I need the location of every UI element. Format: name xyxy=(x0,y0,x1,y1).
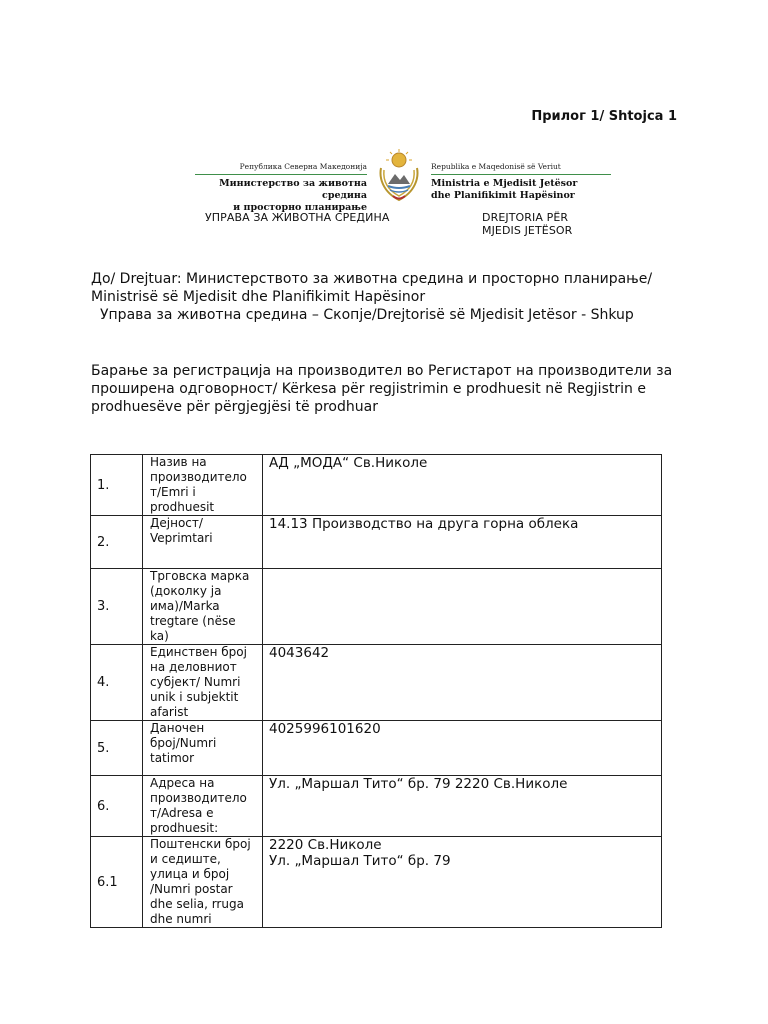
row-number: 6. xyxy=(91,776,143,837)
country-name-mk: Република Северна Македонија xyxy=(195,162,367,175)
ministry-name-mk-line: Министерство за животна средина xyxy=(219,178,367,201)
header-macedonian xyxy=(195,162,367,214)
field-label-line: tregtare (nëse xyxy=(150,614,236,628)
field-value xyxy=(263,721,662,776)
registration-table xyxy=(90,454,662,928)
field-value xyxy=(263,455,662,516)
ministry-name-mk xyxy=(195,178,367,214)
field-label xyxy=(143,645,263,721)
field-value xyxy=(263,516,662,569)
ministry-name-mk-line: и просторно планирање xyxy=(233,202,367,213)
field-label xyxy=(143,455,263,516)
subject-line: prodhuesëve për përgjegjësi të prodhuar xyxy=(91,399,378,415)
row-number: 4. xyxy=(91,645,143,721)
field-value xyxy=(263,776,662,837)
field-label-line: т/Emri i xyxy=(150,485,196,499)
field-label-line: dhe selia, rruga xyxy=(150,897,244,911)
request-subject xyxy=(91,362,681,416)
field-label-line: Назив на xyxy=(150,455,207,469)
subject-line: Барање за регистрација на производител во Регистарот на производители за xyxy=(91,363,673,379)
table-row xyxy=(91,516,662,569)
row-number: 5. xyxy=(91,721,143,776)
table-row xyxy=(91,645,662,721)
field-value-line: 2220 Св.Николе xyxy=(269,837,382,853)
field-label xyxy=(143,837,263,928)
recipient-line: До/ Drejtuar: Министерството за животна средина и просторно планирање/ xyxy=(91,271,653,287)
field-value-line: Ул. „Маршал Тито“ бр. 79 2220 Св.Николе xyxy=(269,776,568,792)
attachment-label: Прилог 1/ Shtojca 1 xyxy=(531,109,677,124)
field-label-line: Veprimtari xyxy=(150,531,213,545)
field-label-line: ka) xyxy=(150,629,169,643)
field-label-line: Дејност/ xyxy=(150,516,203,530)
department-name-mk: УПРАВА ЗА ЖИВОТНА СРЕДИНА xyxy=(205,211,390,224)
field-label-line: на деловниот xyxy=(150,660,237,674)
ministry-name-sq-line: dhe Planifikimit Hapësinor xyxy=(431,190,575,201)
field-label-line: улица и број xyxy=(150,867,230,881)
table-row xyxy=(91,837,662,928)
ministry-header xyxy=(183,140,607,237)
ministry-name-sq-line: Ministria e Mjedisit Jetësor xyxy=(431,178,578,189)
field-label-line: т/Adresa e xyxy=(150,806,214,820)
field-value-line: АД „МОДА“ Св.Николе xyxy=(269,455,428,471)
field-label xyxy=(143,516,263,569)
field-label-line: Поштенски број xyxy=(150,837,251,851)
field-value-line: Ул. „Маршал Тито“ бр. 79 xyxy=(269,853,451,869)
field-label-line: prodhuesit: xyxy=(150,821,219,835)
row-number: 1. xyxy=(91,455,143,516)
field-value xyxy=(263,837,662,928)
field-label-line: (доколку ја xyxy=(150,584,222,598)
field-label-line: има)/Marka xyxy=(150,599,220,613)
field-label-line: Трговска марка xyxy=(150,569,250,583)
country-name-sq: Republika e Maqedonisë së Veriut xyxy=(431,162,611,175)
field-value xyxy=(263,569,662,645)
field-label-line: број/Numri xyxy=(150,736,217,750)
table-row xyxy=(91,776,662,837)
recipient-line: Ministrisë së Mjedisit dhe Planifikimit Hapësinor xyxy=(91,289,426,305)
field-label-line: tatimor xyxy=(150,751,195,765)
field-label-line: unik i subjektit xyxy=(150,690,239,704)
coat-of-arms-icon xyxy=(375,148,423,204)
department-name-sq: DREJTORIA PËR MJEDIS JETËSOR xyxy=(482,211,573,237)
field-value-line: 4043642 xyxy=(269,645,330,661)
field-label-line: и седиште, xyxy=(150,852,221,866)
field-label-line: производителo xyxy=(150,791,247,805)
field-label-line: /Numri postar xyxy=(150,882,233,896)
header-albanian xyxy=(431,162,611,202)
recipient-block xyxy=(91,270,681,324)
recipient-line: Управа за животна средина – Скопје/Drejtorisë së Mjedisit Jetësor - Shkup xyxy=(100,307,634,323)
field-label-line: afarist xyxy=(150,705,189,719)
table-row xyxy=(91,569,662,645)
row-number: 6.1 xyxy=(91,837,143,928)
field-label-line: dhe numri xyxy=(150,912,212,926)
field-value xyxy=(263,645,662,721)
field-label xyxy=(143,776,263,837)
field-value-line: 14.13 Производство на друга горна облека xyxy=(269,516,579,532)
row-number: 2. xyxy=(91,516,143,569)
field-label-line: производителo xyxy=(150,470,247,484)
field-label-line: Единствен број xyxy=(150,645,247,659)
field-label xyxy=(143,569,263,645)
field-label-line: prodhuesit xyxy=(150,500,215,514)
subject-line: проширена одговорност/ Kërkesa për regjistrimin e prodhuesit në Regjistrin e xyxy=(91,381,646,397)
table-row xyxy=(91,455,662,516)
field-label-line: Адреса на xyxy=(150,776,215,790)
field-value-line: 4025996101620 xyxy=(269,721,381,737)
table-row xyxy=(91,721,662,776)
field-label-line: Даночен xyxy=(150,721,205,735)
field-label-line: субјект/ Numri xyxy=(150,675,241,689)
field-label xyxy=(143,721,263,776)
row-number: 3. xyxy=(91,569,143,645)
ministry-name-sq xyxy=(431,178,611,202)
